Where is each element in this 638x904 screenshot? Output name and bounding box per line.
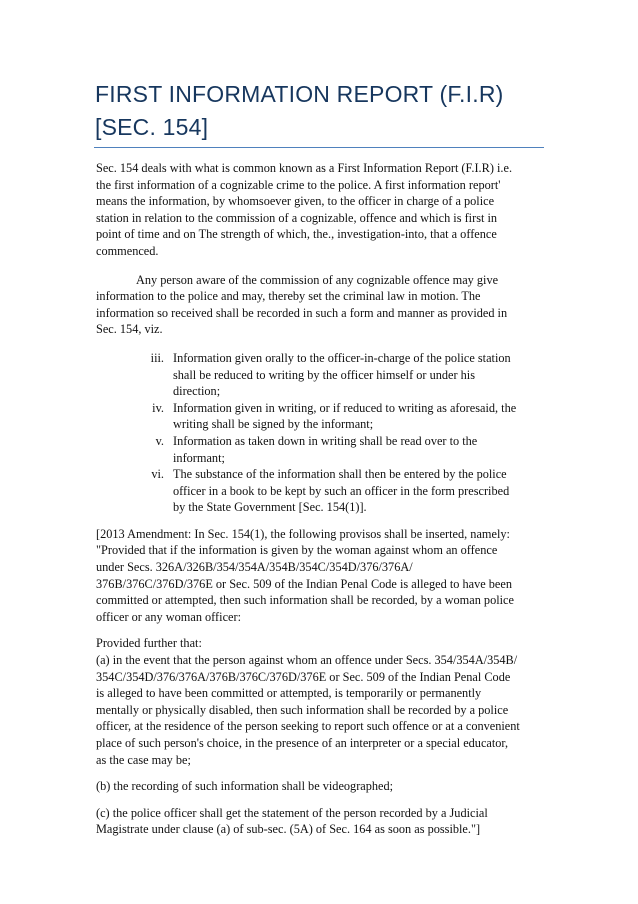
title-line-2: [SEC. 154] xyxy=(95,114,209,140)
text-line: shall be reduced to writing by the officer himself or under his xyxy=(173,367,475,382)
paragraph-clause-b xyxy=(96,778,546,795)
list-item-number: iv. xyxy=(152,400,164,415)
text-line: direction; xyxy=(173,384,221,399)
list-item xyxy=(96,400,546,433)
text-line: Sec. 154, viz. xyxy=(96,322,163,337)
text-line: Information as taken down in writing shall be read over to the xyxy=(173,433,478,448)
paragraph-2013-amendment xyxy=(96,526,546,626)
text-line: the first information of a cognizable crime to the police. A first information report' xyxy=(96,177,501,192)
list-item-number: iii. xyxy=(150,350,164,365)
document-title xyxy=(95,78,555,144)
list-item xyxy=(96,466,546,516)
paragraph-any-person xyxy=(96,272,546,338)
text-line: officer in a book to be kept by such an officer in the form prescribed xyxy=(173,483,510,498)
text-line: 354C/354D/376/376A/376B/376C/376D/376E or Sec. 509 of the Indian Penal Code xyxy=(96,669,511,684)
text-line: under Secs. 326A/326B/354/354A/354B/354C/354D/376/376A/ xyxy=(96,560,413,575)
text-line: (b) the recording of such information shall be videographed; xyxy=(96,779,394,794)
text-line: officer, at the residence of the person seeking to report such offence or at a convenient xyxy=(96,719,520,734)
text-line: informant; xyxy=(173,450,225,465)
text-line: "Provided that if the information is given by the woman against whom an offence xyxy=(96,543,498,558)
paragraph-clause-c xyxy=(96,805,546,838)
document-body xyxy=(96,160,546,838)
text-line: Provided further that: xyxy=(96,636,202,651)
text-line: as the case may be; xyxy=(96,752,191,767)
text-line: (a) in the event that the person against whom an offence under Secs. 354/354A/354B/ xyxy=(96,653,518,668)
title-line-1: FIRST INFORMATION REPORT (F.I.R) xyxy=(95,81,504,107)
text-line: writing shall be signed by the informant; xyxy=(173,417,374,432)
text-line: is alleged to have been committed or attempted, is temporarily or permanently xyxy=(96,686,482,701)
text-line: place of such person's choice, in the presence of an interpreter or a special educator, xyxy=(96,736,509,750)
text-line: 376B/376C/376D/376E or Sec. 509 of the Indian Penal Code is alleged to have been xyxy=(96,576,512,591)
numbered-list xyxy=(96,350,546,516)
text-line: means the information, by whomsoever given, to the officer in charge of a police xyxy=(96,194,495,209)
list-item-number: vi. xyxy=(151,467,164,482)
text-line: by the State Government [Sec. 154(1)]. xyxy=(173,500,367,515)
text-line: [2013 Amendment: In Sec. 154(1), the following provisos shall be inserted, namely: xyxy=(96,526,510,541)
text-line: Sec. 154 deals with what is common known as a First Information Report (F.I.R) i.e. xyxy=(96,161,513,175)
paragraph-provided-further xyxy=(96,635,546,768)
text-line: officer or any woman officer: xyxy=(96,609,241,624)
text-line: Any person aware of the commission of any cognizable offence may give xyxy=(136,272,499,287)
text-line: Magistrate under clause (a) of sub-sec. (5A) of Sec. 164 as soon as possible."] xyxy=(96,822,481,837)
list-item xyxy=(96,350,546,400)
title-underline-divider xyxy=(94,147,544,148)
text-line: The substance of the information shall then be entered by the police xyxy=(173,467,507,482)
text-line: information to the police and may, thereby set the criminal law in motion. The xyxy=(96,289,481,304)
text-line: point of time and on The strength of which, the., investigation-into, that a offence xyxy=(96,227,497,242)
list-item-number: v. xyxy=(155,433,164,448)
text-line: information so received shall be recorded in such a form and manner as provided in xyxy=(96,305,508,320)
text-line: commenced. xyxy=(96,243,159,258)
text-line: committed or attempted, then such information shall be recorded, by a woman police xyxy=(96,593,514,608)
text-line: (c) the police officer shall get the statement of the person recorded by a Judicial xyxy=(96,805,488,820)
text-line: Information given orally to the officer-in-charge of the police station xyxy=(173,350,511,365)
list-item xyxy=(96,433,546,466)
text-line: mentally or physically disabled, then such information shall be recorded by a police xyxy=(96,702,509,717)
paragraph-sec-154-intro xyxy=(96,160,546,260)
text-line: station in relation to the commission of a cognizable, offence and which is first in xyxy=(96,210,498,225)
text-line: Information given in writing, or if reduced to writing as aforesaid, the xyxy=(173,400,517,415)
